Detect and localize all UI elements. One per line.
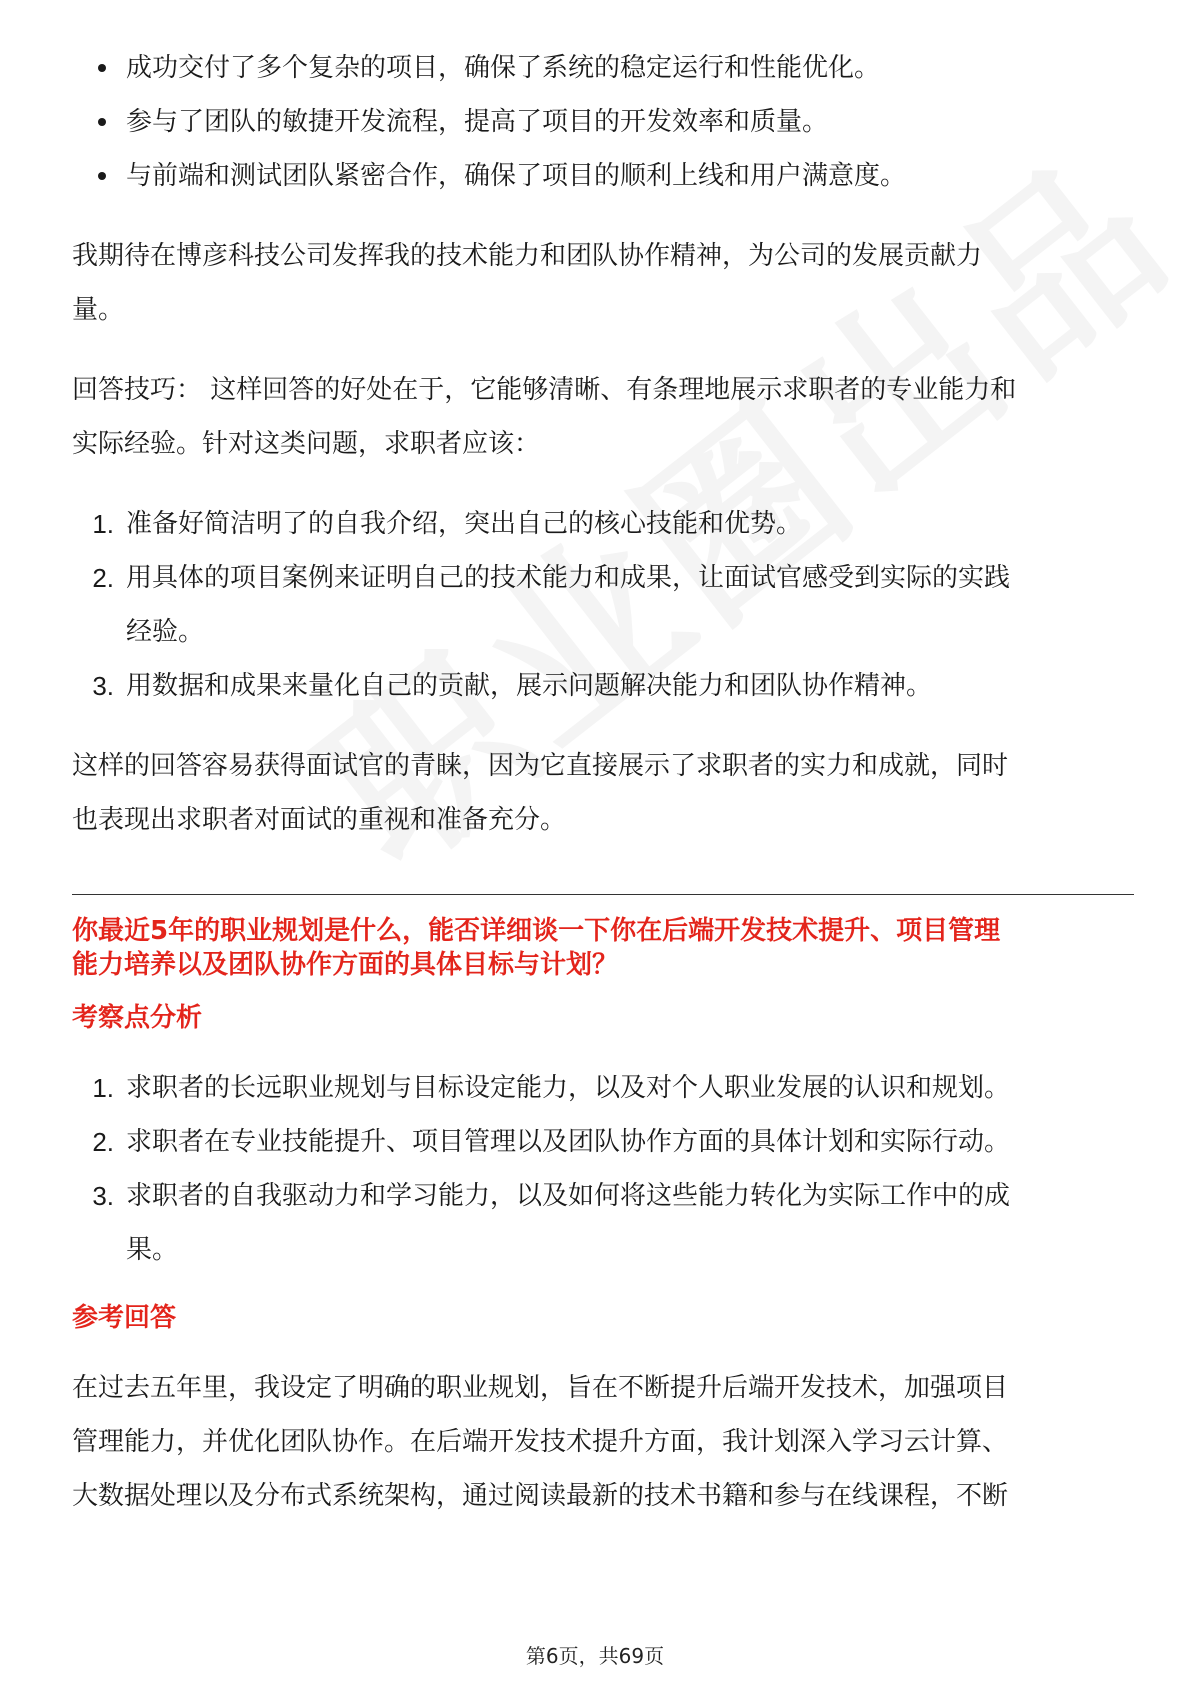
answer-heading: 参考回答: [72, 1303, 177, 1333]
list-text: 求职者在专业技能提升、项目管理以及团队协作方面的具体计划和实际行动。: [126, 1127, 1011, 1157]
closing-paragraph-line: 我期待在博彦科技公司发挥我的技术能力和团队协作精神，为公司的发展贡献力: [72, 241, 983, 271]
bullet-text: 成功交付了多个复杂的项目，确保了系统的稳定运行和性能优化。: [126, 53, 881, 83]
tips-list-item: [92, 658, 1126, 714]
bullet-text: 参与了团队的敏捷开发流程，提高了项目的开发效率和质量。: [126, 107, 829, 137]
bullet-text: 与前端和测试团队紧密合作，确保了项目的顺利上线和用户满意度。: [126, 161, 907, 191]
list-text: 准备好简洁明了的自我介绍，突出自己的核心技能和优势。: [126, 509, 803, 539]
list-text: 用具体的项目案例来证明自己的技术能力和成果，让面试官感受到实际的实践: [126, 563, 1011, 593]
tips-list-item: [92, 496, 1126, 552]
bullet-item: [126, 148, 906, 204]
bullet-dot-icon: [98, 118, 106, 126]
list-number: 2.: [92, 563, 114, 593]
closing-paragraph-line: 量。: [72, 295, 125, 325]
answer-paragraph-line: 大数据处理以及分布式系统架构，通过阅读最新的技术书籍和参与在线课程，不断: [72, 1481, 1009, 1511]
list-number: 2.: [92, 1127, 114, 1157]
answer-paragraph-line: 在过去五年里，我设定了明确的职业规划，旨在不断提升后端开发技术，加强项目: [72, 1373, 1009, 1403]
analysis-list-item: [92, 1114, 1126, 1170]
list-text: 用数据和成果来量化自己的贡献，展示问题解决能力和团队协作精神。: [126, 671, 933, 701]
question-title-line: 你最近5年的职业规划是什么，能否详细谈一下你在后端开发技术提升、项目管理: [72, 916, 1001, 946]
analysis-list-item: [92, 1168, 1126, 1224]
question-title-line: 能力培养以及团队协作方面的具体目标与计划？: [72, 950, 619, 980]
answer-paragraph-line: 管理能力，并优化团队协作。在后端开发技术提升方面，我计划深入学习云计算、: [72, 1427, 1009, 1457]
analysis-list-item: [92, 1060, 1126, 1116]
tips-paragraph-line: 回答技巧： 这样回答的好处在于，它能够清晰、有条理地展示求职者的专业能力和: [72, 375, 1017, 405]
list-text: 果。: [126, 1235, 179, 1265]
section-divider: [72, 894, 1134, 895]
summary-paragraph-line: 也表现出求职者对面试的重视和准备充分。: [72, 805, 567, 835]
tips-list-item: [92, 550, 1126, 606]
bullet-item: [126, 94, 828, 150]
summary-paragraph-line: 这样的回答容易获得面试官的青睐，因为它直接展示了求职者的实力和成就，同时: [72, 751, 1009, 781]
page-footer: 第6页，共69页: [525, 1644, 665, 1668]
bullet-item: [126, 40, 880, 96]
analysis-heading: 考察点分析: [72, 1003, 203, 1033]
list-number: 1.: [92, 509, 114, 539]
analysis-list-item-continuation: [126, 1222, 1126, 1278]
bullet-dot-icon: [98, 172, 106, 180]
list-text: 经验。: [126, 617, 205, 647]
list-number: 1.: [92, 1073, 114, 1103]
list-number: 3.: [92, 671, 114, 701]
tips-paragraph-line: 实际经验。针对这类问题，求职者应该：: [72, 429, 541, 459]
list-text: 求职者的长远职业规划与目标设定能力，以及对个人职业发展的认识和规划。: [126, 1073, 1011, 1103]
list-text: 求职者的自我驱动力和学习能力，以及如何将这些能力转化为实际工作中的成: [126, 1181, 1011, 1211]
bullet-dot-icon: [98, 64, 106, 72]
tips-list-item-continuation: [126, 604, 1126, 660]
list-number: 3.: [92, 1181, 114, 1211]
